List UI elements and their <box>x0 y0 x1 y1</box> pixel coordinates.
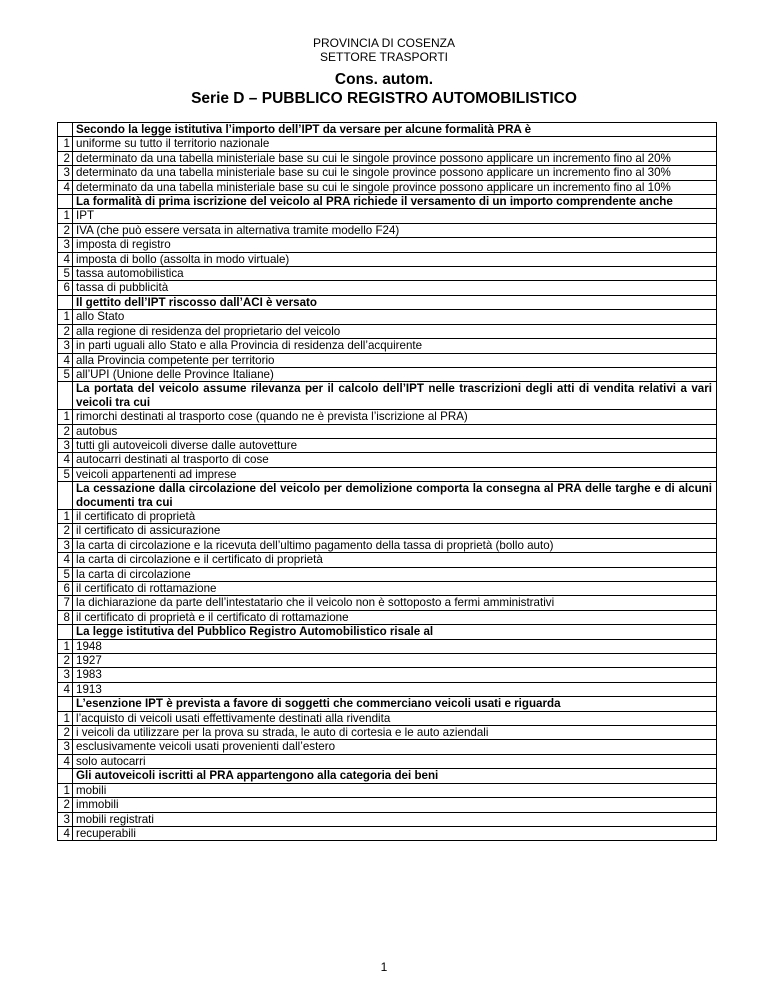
answer-text: determinato da una tabella ministeriale base su cui le singole province possono applicare un incremento fino al 20% <box>73 151 717 165</box>
answer-text: IPT <box>73 209 717 223</box>
question-row <box>58 769 717 783</box>
header-province: PROVINCIA DI COSENZA <box>312 36 456 50</box>
question-text: La formalità di prima iscrizione del veicolo al PRA richiede il versamento di un importo comprendente anche <box>73 195 717 209</box>
answer-text: recuperabili <box>73 826 717 840</box>
answer-text: all’UPI (Unione delle Province Italiane) <box>73 367 717 381</box>
question-number-cell <box>58 123 73 137</box>
answer-row <box>58 812 717 826</box>
answer-number: 3 <box>58 538 73 552</box>
answer-text: 1913 <box>73 682 717 696</box>
answer-row <box>58 223 717 237</box>
answer-row <box>58 180 717 194</box>
answer-number: 3 <box>58 339 73 353</box>
question-text: La portata del veicolo assume rilevanza per il calcolo dell’IPT nelle trascrizioni degli atti di vendita relativi a vari veicoli tra cui <box>73 382 717 410</box>
question-number-cell <box>58 295 73 309</box>
answer-text: immobili <box>73 798 717 812</box>
answer-row <box>58 553 717 567</box>
answer-number: 4 <box>58 252 73 266</box>
answer-number: 1 <box>58 209 73 223</box>
answer-number: 3 <box>58 166 73 180</box>
answer-text: l’acquisto di veicoli usati effettivamente destinati alla rivendita <box>73 711 717 725</box>
answer-row <box>58 682 717 696</box>
question-row <box>58 482 717 510</box>
answer-row <box>58 740 717 754</box>
answer-row <box>58 798 717 812</box>
answer-number: 4 <box>58 754 73 768</box>
answer-number: 3 <box>58 740 73 754</box>
answer-text: il certificato di proprietà <box>73 509 717 523</box>
question-number-cell <box>58 625 73 639</box>
answer-number: 1 <box>58 410 73 424</box>
answer-row <box>58 754 717 768</box>
question-number-cell <box>58 482 73 510</box>
answer-row <box>58 137 717 151</box>
answer-row <box>58 726 717 740</box>
answer-text: i veicoli da utilizzare per la prova su strada, le auto di cortesia e le auto aziendali <box>73 726 717 740</box>
answer-row <box>58 711 717 725</box>
answer-row <box>58 281 717 295</box>
answer-row <box>58 826 717 840</box>
answer-number: 3 <box>58 812 73 826</box>
answer-row <box>58 668 717 682</box>
question-row <box>58 625 717 639</box>
answer-number: 4 <box>58 826 73 840</box>
answer-row <box>58 567 717 581</box>
answer-text: 1983 <box>73 668 717 682</box>
answer-row <box>58 438 717 452</box>
answer-row <box>58 610 717 624</box>
answer-row <box>58 367 717 381</box>
page-number: 1 <box>380 960 388 974</box>
question-number-cell <box>58 382 73 410</box>
answer-number: 4 <box>58 353 73 367</box>
quiz-table <box>57 122 717 841</box>
question-row <box>58 295 717 309</box>
answer-row <box>58 538 717 552</box>
question-row <box>58 195 717 209</box>
answer-number: 4 <box>58 553 73 567</box>
answer-text: veicoli appartenenti ad imprese <box>73 467 717 481</box>
answer-text: autobus <box>73 424 717 438</box>
answer-text: la carta di circolazione e la ricevuta dell’ultimo pagamento della tassa di proprietà (bollo auto) <box>73 538 717 552</box>
answer-number: 1 <box>58 711 73 725</box>
answer-row <box>58 783 717 797</box>
question-text: Il gettito dell’IPT riscosso dall’ACI è versato <box>73 295 717 309</box>
answer-row <box>58 596 717 610</box>
answer-row <box>58 639 717 653</box>
answer-text: mobili <box>73 783 717 797</box>
answer-number: 1 <box>58 509 73 523</box>
answer-text: il certificato di proprietà e il certificato di rottamazione <box>73 610 717 624</box>
question-number-cell <box>58 195 73 209</box>
answer-row <box>58 453 717 467</box>
answer-number: 6 <box>58 281 73 295</box>
answer-number: 5 <box>58 567 73 581</box>
answer-number: 1 <box>58 783 73 797</box>
answer-text: la carta di circolazione e il certificato di proprietà <box>73 553 717 567</box>
answer-row <box>58 252 717 266</box>
answer-number: 2 <box>58 726 73 740</box>
answer-row <box>58 166 717 180</box>
answer-text: 1948 <box>73 639 717 653</box>
answer-text: tassa di pubblicità <box>73 281 717 295</box>
answer-text: la carta di circolazione <box>73 567 717 581</box>
answer-number: 2 <box>58 798 73 812</box>
answer-number: 3 <box>58 668 73 682</box>
answer-row <box>58 324 717 338</box>
answer-text: alla regione di residenza del proprietario del veicolo <box>73 324 717 338</box>
answer-text: tutti gli autoveicoli diverse dalle autovetture <box>73 438 717 452</box>
answer-text: in parti uguali allo Stato e alla Provincia di residenza dell’acquirente <box>73 339 717 353</box>
answer-text: imposta di registro <box>73 238 717 252</box>
question-number-cell <box>58 697 73 711</box>
answer-row <box>58 654 717 668</box>
answer-text: determinato da una tabella ministeriale base su cui le singole province possono applicare un incremento fino al 30% <box>73 166 717 180</box>
answer-number: 2 <box>58 223 73 237</box>
answer-row <box>58 424 717 438</box>
answer-text: uniforme su tutto il territorio nazionale <box>73 137 717 151</box>
answer-text: solo autocarri <box>73 754 717 768</box>
answer-number: 5 <box>58 467 73 481</box>
question-row <box>58 382 717 410</box>
answer-text: allo Stato <box>73 310 717 324</box>
answer-row <box>58 509 717 523</box>
answer-text: esclusivamente veicoli usati provenienti dall’estero <box>73 740 717 754</box>
answer-text: rimorchi destinati al trasporto cose (quando ne è prevista l’iscrizione al PRA) <box>73 410 717 424</box>
answer-text: 1927 <box>73 654 717 668</box>
answer-text: imposta di bollo (assolta in modo virtuale) <box>73 252 717 266</box>
answer-row <box>58 353 717 367</box>
answer-row <box>58 310 717 324</box>
question-text: Secondo la legge istitutiva l’importo dell’IPT da versare per alcune formalità PRA è <box>73 123 717 137</box>
answer-number: 3 <box>58 238 73 252</box>
answer-text: tassa automobilistica <box>73 267 717 281</box>
answer-number: 4 <box>58 180 73 194</box>
question-number-cell <box>58 769 73 783</box>
answer-row <box>58 209 717 223</box>
answer-number: 1 <box>58 639 73 653</box>
answer-number: 8 <box>58 610 73 624</box>
answer-number: 4 <box>58 682 73 696</box>
answer-number: 3 <box>58 438 73 452</box>
question-row <box>58 697 717 711</box>
answer-number: 6 <box>58 582 73 596</box>
answer-row <box>58 151 717 165</box>
title-line-2: Serie D – PUBBLICO REGISTRO AUTOMOBILISTICO <box>191 90 577 107</box>
answer-number: 1 <box>58 310 73 324</box>
answer-text: il certificato di rottamazione <box>73 582 717 596</box>
quiz-table-body <box>58 123 717 841</box>
answer-number: 2 <box>58 524 73 538</box>
document-title <box>0 70 768 108</box>
question-text: La legge istitutiva del Pubblico Registro Automobilistico risale al <box>73 625 717 639</box>
answer-text: il certificato di assicurazione <box>73 524 717 538</box>
answer-text: autocarri destinati al trasporto di cose <box>73 453 717 467</box>
answer-row <box>58 467 717 481</box>
page-header <box>0 36 768 64</box>
question-text: La cessazione dalla circolazione del veicolo per demolizione comporta la consegna al PRA delle targhe e di alcuni documenti tra cui <box>73 482 717 510</box>
answer-number: 4 <box>58 453 73 467</box>
header-sector: SETTORE TRASPORTI <box>319 50 449 64</box>
answer-number: 7 <box>58 596 73 610</box>
answer-number: 2 <box>58 151 73 165</box>
answer-text: la dichiarazione da parte dell’intestatario che il veicolo non è sottoposto a fermi amministrativi <box>73 596 717 610</box>
answer-number: 1 <box>58 137 73 151</box>
answer-text: alla Provincia competente per territorio <box>73 353 717 367</box>
question-row <box>58 123 717 137</box>
answer-number: 2 <box>58 424 73 438</box>
answer-number: 5 <box>58 267 73 281</box>
title-line-1: Cons. autom. <box>334 71 434 88</box>
answer-text: mobili registrati <box>73 812 717 826</box>
answer-number: 2 <box>58 654 73 668</box>
answer-row <box>58 238 717 252</box>
answer-text: IVA (che può essere versata in alternativa tramite modello F24) <box>73 223 717 237</box>
question-text: L’esenzione IPT è prevista a favore di soggetti che commerciano veicoli usati e riguarda <box>73 697 717 711</box>
question-text: Gli autoveicoli iscritti al PRA appartengono alla categoria dei beni <box>73 769 717 783</box>
answer-number: 2 <box>58 324 73 338</box>
answer-text: determinato da una tabella ministeriale base su cui le singole province possono applicare un incremento fino al 10% <box>73 180 717 194</box>
answer-row <box>58 267 717 281</box>
answer-number: 5 <box>58 367 73 381</box>
answer-row <box>58 339 717 353</box>
answer-row <box>58 410 717 424</box>
answer-row <box>58 524 717 538</box>
answer-row <box>58 582 717 596</box>
